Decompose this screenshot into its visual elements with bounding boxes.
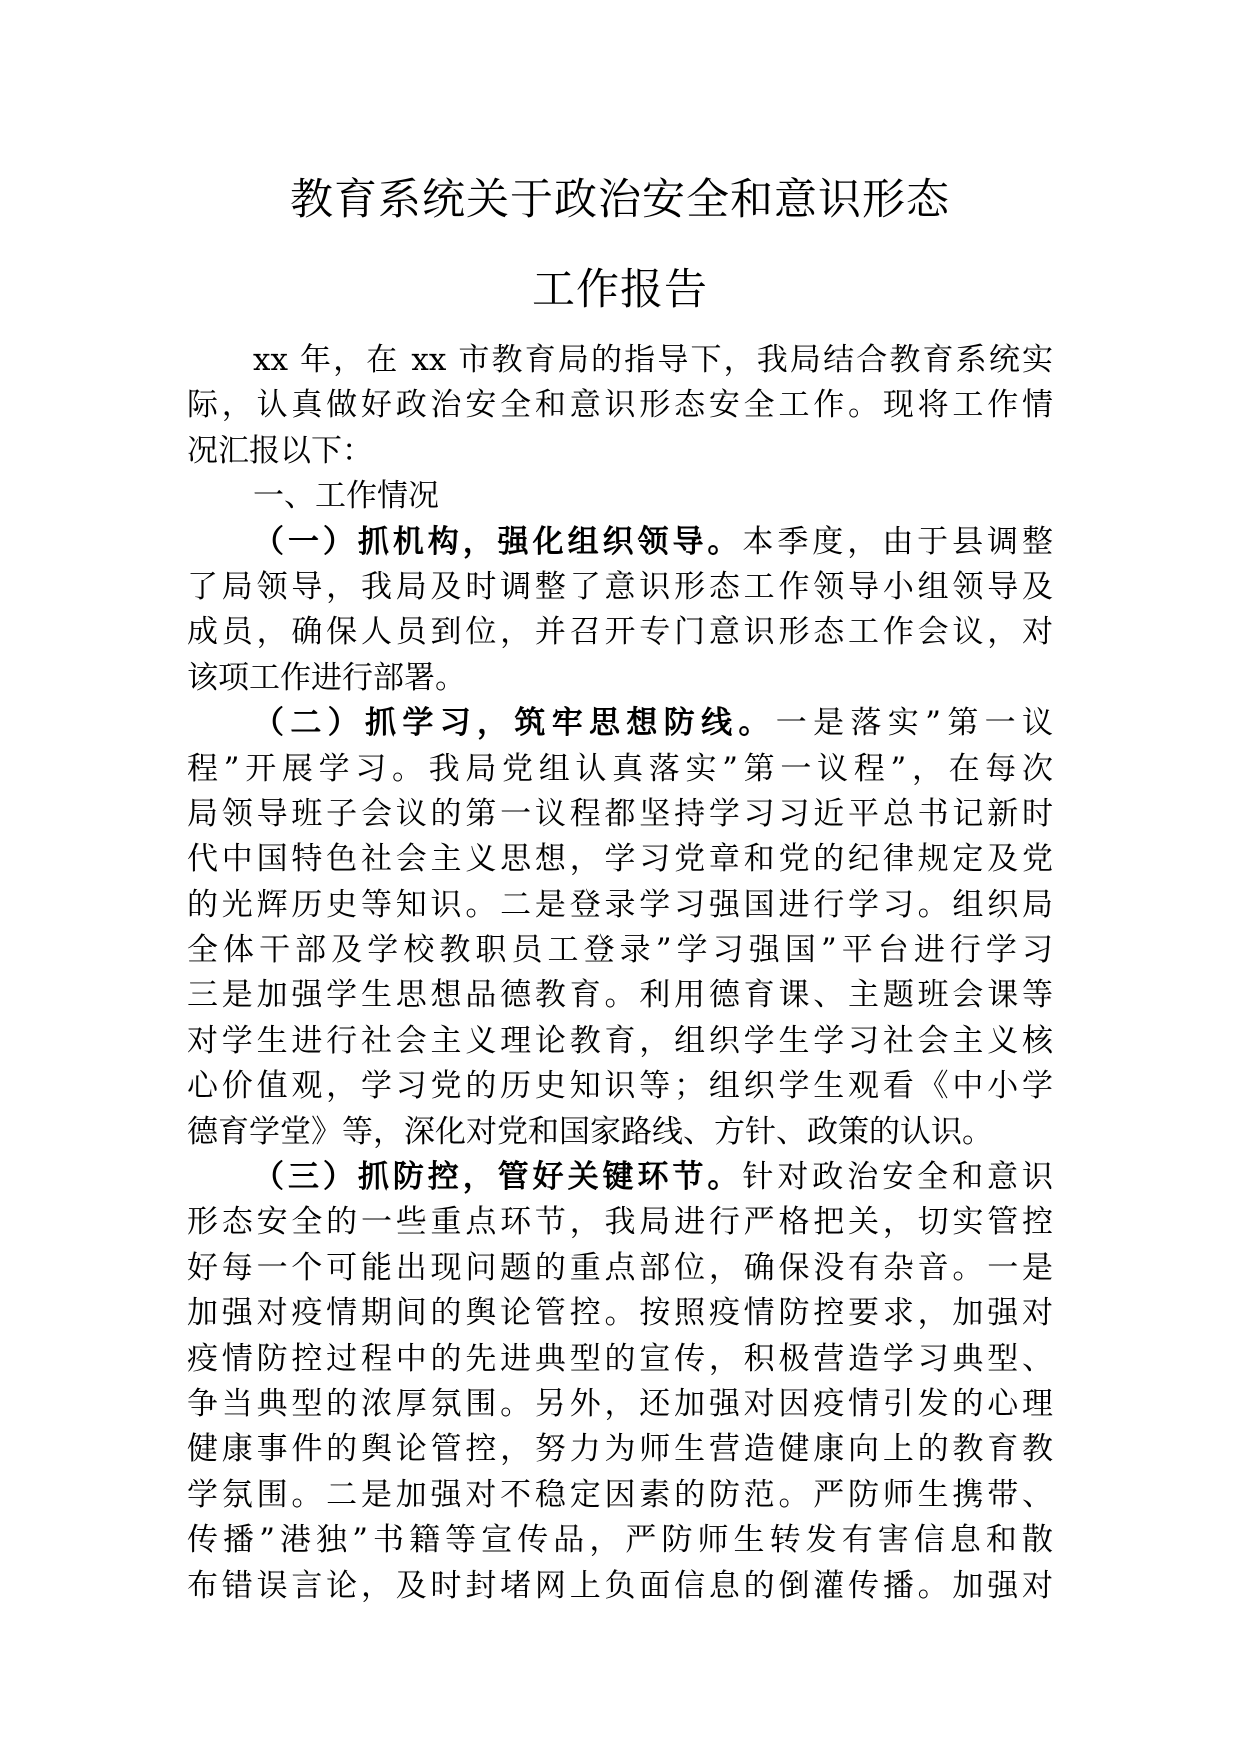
line-text: 形态安全的一些重点环节，我局进行严格把关，切实管控 bbox=[187, 1204, 1053, 1241]
line-text: 的光辉历史等知识。二是登录学习强国进行学习。组织局 bbox=[187, 886, 1053, 923]
body-line bbox=[187, 792, 1053, 837]
line-text: 针对政治安全和意识 bbox=[742, 1159, 1054, 1196]
line-text: 对学生进行社会主义理论教育，组织学生学习社会主义核 bbox=[187, 1022, 1053, 1059]
line-text: 局领导班子会议的第一议程都坚持学习习近平总书记新时 bbox=[187, 795, 1053, 832]
line-text: 成员，确保人员到位，并召开专门意识形态工作会议，对 bbox=[187, 614, 1053, 651]
section-heading: （三）抓防控，管好关键环节。 bbox=[253, 1159, 743, 1196]
line-text: 加强对疫情期间的舆论管控。按照疫情防控要求，加强对 bbox=[187, 1295, 1053, 1332]
line-text: 学氛围。二是加强对不稳定因素的防范。严防师生携带、 bbox=[187, 1476, 1053, 1513]
body-line bbox=[187, 837, 1053, 882]
body-line bbox=[187, 1564, 1053, 1609]
line-text: 代中国特色社会主义思想，学习党章和党的纪律规定及党 bbox=[187, 841, 1053, 878]
body-line bbox=[187, 1110, 1053, 1155]
body-line bbox=[187, 1246, 1053, 1291]
line-text: 布错误言论，及时封堵网上负面信息的倒灌传播。加强对 bbox=[187, 1567, 1053, 1604]
body-line bbox=[187, 520, 1053, 565]
line-text: 全体干部及学校教职员工登录”学习强国”平台进行学习 bbox=[187, 932, 1053, 969]
body-line bbox=[187, 1427, 1053, 1472]
body-line bbox=[187, 1155, 1053, 1200]
line-text: 一是落实”第一议 bbox=[775, 705, 1053, 742]
body-line bbox=[187, 1064, 1053, 1109]
line-text: 该项工作进行部署。 bbox=[187, 659, 466, 696]
line-text: 本季度，由于县调整 bbox=[742, 523, 1054, 560]
body-line bbox=[187, 928, 1053, 973]
line-text: 际，认真做好政治安全和意识形态安全工作。现将工作情 bbox=[187, 387, 1053, 424]
line-text: 程”开展学习。我局党组认真落实”第一议程”，在每次 bbox=[187, 750, 1053, 787]
body-line bbox=[187, 1019, 1053, 1064]
document-body bbox=[187, 338, 1053, 1609]
line-text: xx 年，在 xx 市教育局的指导下，我局结合教育系统实 bbox=[253, 342, 1053, 378]
line-text: 健康事件的舆论管控，努力为师生营造健康向上的教育教 bbox=[187, 1431, 1053, 1468]
body-line bbox=[187, 1473, 1053, 1518]
body-line bbox=[187, 973, 1053, 1018]
line-text: 了局领导，我局及时调整了意识形态工作领导小组领导及 bbox=[187, 568, 1053, 605]
section-heading: （二）抓学习，筑牢思想防线。 bbox=[253, 705, 776, 742]
body-line bbox=[187, 610, 1053, 655]
line-text: 三是加强学生思想品德教育。利用德育课、主题班会课等 bbox=[187, 977, 1053, 1014]
body-line bbox=[187, 747, 1053, 792]
body-line bbox=[187, 383, 1053, 428]
body-line bbox=[187, 1337, 1053, 1382]
line-text: 疫情防控过程中的先进典型的宣传，积极营造学习典型、 bbox=[187, 1340, 1053, 1377]
body-line bbox=[187, 474, 1053, 519]
body-line bbox=[187, 1200, 1053, 1245]
line-text: 传播”港独”书籍等宣传品，严防师生转发有害信息和散 bbox=[187, 1522, 1053, 1559]
body-line bbox=[187, 429, 1053, 474]
body-line bbox=[187, 565, 1053, 610]
body-line bbox=[187, 701, 1053, 746]
body-line bbox=[187, 1291, 1053, 1336]
section-heading: （一）抓机构，强化组织领导。 bbox=[253, 523, 743, 560]
body-line bbox=[187, 338, 1053, 383]
line-text: 一、工作情况 bbox=[253, 478, 439, 515]
body-line bbox=[187, 1518, 1053, 1563]
line-text: 争当典型的浓厚氛围。另外，还加强对因疫情引发的心理 bbox=[187, 1385, 1053, 1422]
line-text: 心价值观，学习党的历史知识等；组织学生观看《中小学 bbox=[187, 1068, 1053, 1105]
document-title-line-1: 教育系统关于政治安全和意识形态 bbox=[290, 175, 950, 225]
body-line bbox=[187, 1382, 1053, 1427]
line-text: 况汇报以下： bbox=[187, 432, 373, 469]
line-text: 好每一个可能出现问题的重点部位，确保没有杂音。一是 bbox=[187, 1249, 1053, 1286]
document-title-line-2: 工作报告 bbox=[532, 265, 708, 315]
line-text: 德育学堂》等，深化对党和国家路线、方针、政策的认识。 bbox=[187, 1113, 993, 1150]
body-line bbox=[187, 883, 1053, 928]
body-line bbox=[187, 656, 1053, 701]
